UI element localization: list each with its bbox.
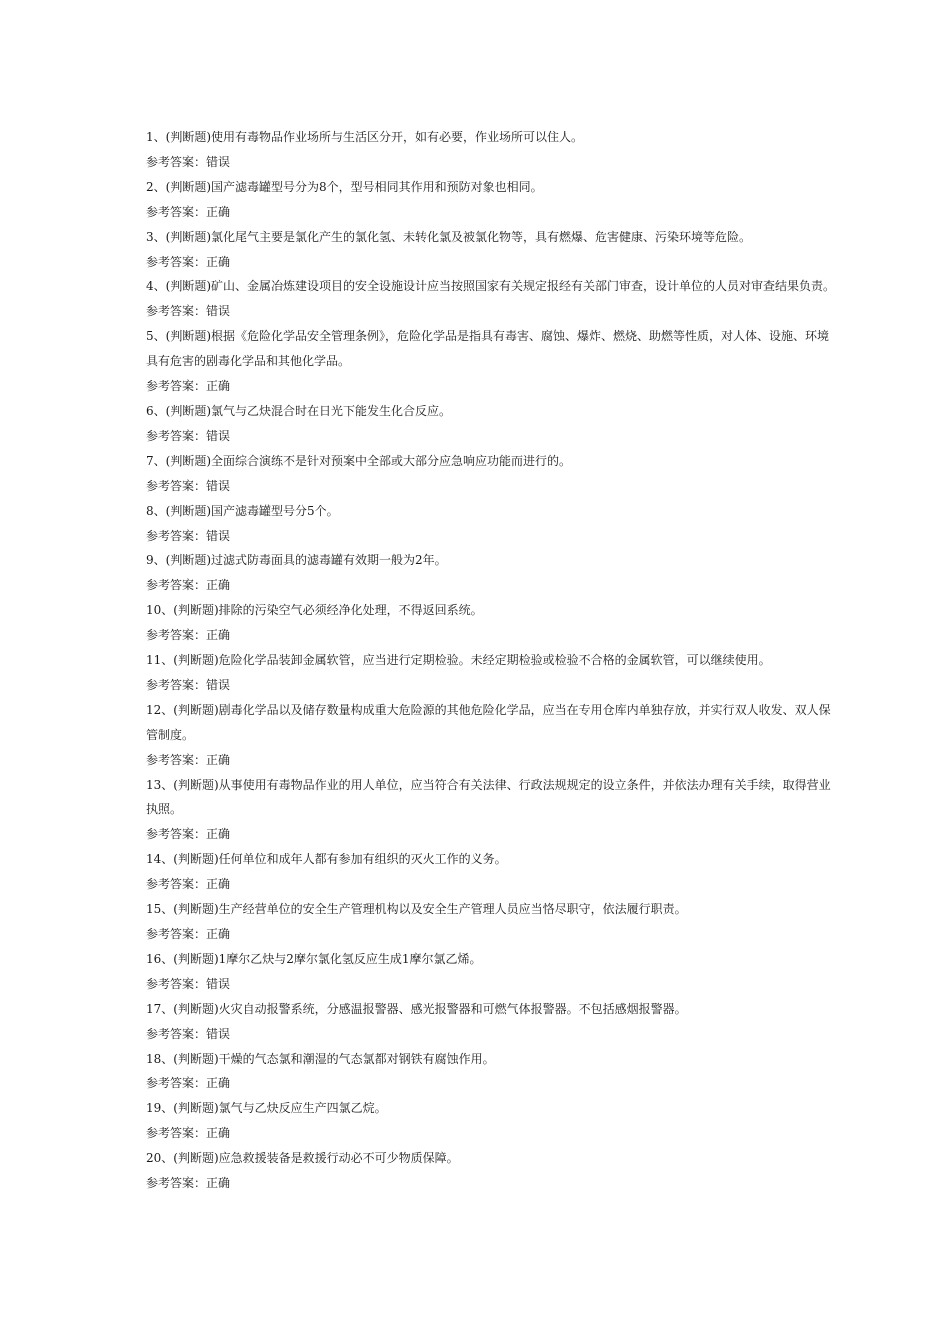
answer-text: 参考答案：正确 xyxy=(146,628,231,643)
answer-text: 参考答案：正确 xyxy=(146,204,231,219)
question-text: 15、(判断题)生产经营单位的安全生产管理机构以及安全生产管理人员应当恪尽职守，依法履行职责。 xyxy=(146,902,687,917)
question-text: 9、(判断题)过滤式防毒面具的滤毒罐有效期一般为2年。 xyxy=(146,553,447,568)
answer-text: 参考答案：错误 xyxy=(146,428,231,443)
question-text: 2、(判断题)国产滤毒罐型号分为8个，型号相同其作用和预防对象也相同。 xyxy=(146,179,543,194)
answer-text: 参考答案：正确 xyxy=(146,1076,231,1091)
question-text: 11、(判断题)危险化学品装卸金属软管，应当进行定期检验。未经定期检验或检验不合格的金属软管，可以继续使用。 xyxy=(146,653,771,668)
question-text: 18、(判断题)干燥的气态氯和潮湿的气态氯都对钢铁有腐蚀作用。 xyxy=(146,1051,495,1066)
answer-text: 参考答案：错误 xyxy=(146,154,231,169)
question-text: 20、(判断题)应急救援装备是救援行动必不可少物质保障。 xyxy=(146,1151,459,1166)
question-text: 13、(判断题)从事使用有毒物品作业的用人单位，应当符合有关法律、行政法规规定的设立条件，并依法办理有关手续，取得营业执照。 xyxy=(146,777,831,817)
question-text: 7、(判断题)全面综合演练不是针对预案中全部或大部分应急响应功能而进行的。 xyxy=(146,453,572,468)
answer-text: 参考答案：正确 xyxy=(146,254,231,269)
question-text: 5、(判断题)根据《危险化学品安全管理条例》，危险化学品是指具有毒害、腐蚀、爆炸、燃烧、助燃等性质，对人体、设施、环境具有危害的剧毒化学品和其他化学品。 xyxy=(146,329,830,369)
answer-text: 参考答案：正确 xyxy=(146,1126,231,1141)
question-text: 17、(判断题)火灾自动报警系统，分感温报警器、感光报警器和可燃气体报警器。不包括感烟报警器。 xyxy=(146,1001,687,1016)
question-text: 6、(判断题)氯气与乙炔混合时在日光下能发生化合反应。 xyxy=(146,403,452,418)
answer-text: 参考答案：正确 xyxy=(146,1176,231,1191)
question-list xyxy=(146,125,836,1196)
question-text: 14、(判断题)任何单位和成年人都有参加有组织的灭火工作的义务。 xyxy=(146,852,507,867)
question-text: 3、(判断题)氯化尾气主要是氯化产生的氯化氢、未转化氯及被氯化物等，具有燃爆、危害健康、污染环境等危险。 xyxy=(146,229,752,244)
answer-text: 参考答案：错误 xyxy=(146,304,231,319)
answer-text: 参考答案：正确 xyxy=(146,578,231,593)
question-text: 19、(判断题)氯气与乙炔反应生产四氯乙烷。 xyxy=(146,1101,387,1116)
answer-text: 参考答案：正确 xyxy=(146,379,231,394)
question-text: 4、(判断题)矿山、金属冶炼建设项目的安全设施设计应当按照国家有关规定报经有关部门审查，设计单位的人员对审查结果负责。 xyxy=(146,279,836,294)
question-text: 8、(判断题)国产滤毒罐型号分5个。 xyxy=(146,503,339,518)
answer-text: 参考答案：错误 xyxy=(146,478,231,493)
question-text: 1、(判断题)使用有毒物品作业场所与生活区分开，如有必要，作业场所可以住人。 xyxy=(146,130,584,144)
answer-text: 参考答案：正确 xyxy=(146,827,231,842)
answer-text: 参考答案：错误 xyxy=(146,677,231,692)
question-text: 12、(判断题)剧毒化学品以及储存数量构成重大危险源的其他危险化学品，应当在专用仓库内单独存放，并实行双人收发、双人保管制度。 xyxy=(146,702,831,742)
answer-text: 参考答案：错误 xyxy=(146,976,231,991)
answer-text: 参考答案：正确 xyxy=(146,877,231,892)
question-text: 16、(判断题)1摩尔乙炔与2摩尔氯化氢反应生成1摩尔氯乙烯。 xyxy=(146,951,482,966)
answer-text: 参考答案：正确 xyxy=(146,752,231,767)
answer-text: 参考答案：错误 xyxy=(146,1026,231,1041)
answer-text: 参考答案：正确 xyxy=(146,927,231,941)
question-text: 10、(判断题)排除的污染空气必须经净化处理，不得返回系统。 xyxy=(146,603,483,618)
answer-text: 参考答案：错误 xyxy=(146,528,231,543)
